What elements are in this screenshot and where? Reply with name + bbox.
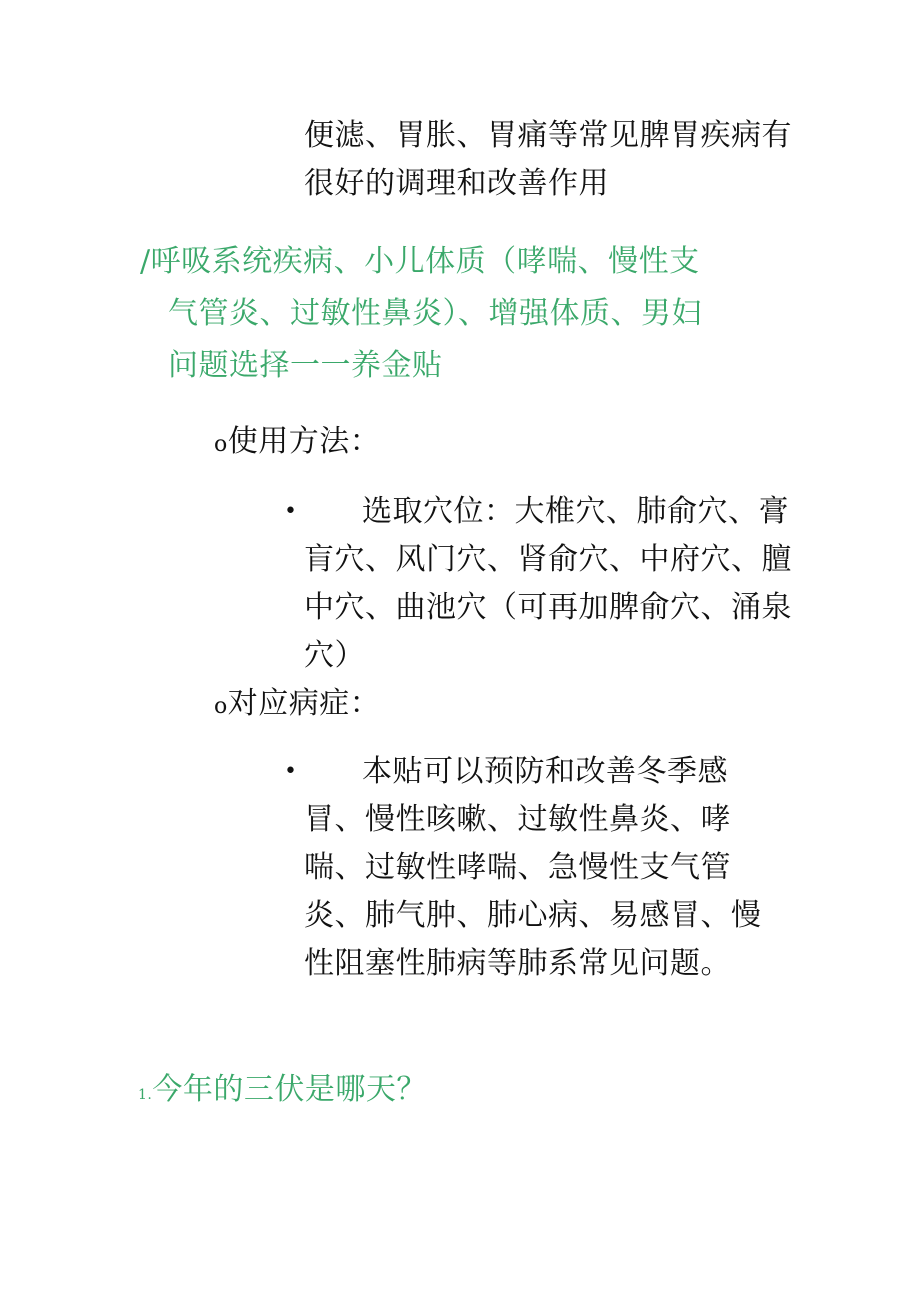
symptoms-bullet-dot: •	[284, 759, 297, 784]
symptoms-marker: o	[214, 694, 228, 719]
usage-item-line-1: 选取穴位：大椎穴、肺俞穴、膏	[362, 494, 789, 529]
heading-prefix: /	[140, 244, 151, 279]
usage-label-text: 使用方法：	[227, 424, 381, 459]
symptoms-item-line-2: 冒、慢性咳嗽、过敏性鼻炎、哮	[304, 802, 731, 837]
intro-line-2: 很好的调理和改善作用	[304, 166, 609, 201]
symptoms-label	[214, 686, 380, 725]
section-heading-line-1	[140, 244, 700, 280]
section-heading-line-2: 气管炎、过敏性鼻炎）、增强体质、男妇	[168, 296, 702, 331]
usage-bullet-dot: •	[284, 499, 297, 524]
symptoms-item-line-1: 本贴可以预防和改善冬季感	[362, 754, 728, 789]
symptoms-label-text: 对应病症：	[227, 686, 381, 721]
usage-item-line-3: 中穴、曲池穴（可再加脾俞穴、涌泉	[304, 590, 792, 625]
symptoms-item-line-3: 喘、过敏性哮喘、急慢性支气管	[304, 850, 731, 885]
heading-text-1: 呼吸系统疾病、小儿体质（哮喘、慢性支	[150, 244, 700, 279]
usage-marker: o	[214, 432, 228, 457]
question-number: 1.	[138, 1087, 153, 1103]
usage-item-line-2: 肓穴、风门穴、肾俞穴、中府穴、膻	[304, 542, 792, 577]
usage-label	[214, 424, 380, 463]
usage-item-line-4: 穴）	[304, 638, 365, 673]
symptoms-item-line-4: 炎、肺气肿、肺心病、易感冒、慢	[304, 898, 762, 933]
section-heading-line-3: 问题选择一一养金贴	[168, 348, 443, 383]
question-text: 今年的三伏是哪天？	[152, 1072, 427, 1107]
intro-line-1: 便滤、胃胀、胃痛等常见脾胃疾病有	[304, 118, 792, 153]
symptoms-item-line-5: 性阻塞性肺病等肺系常见问题。	[304, 946, 731, 981]
question-heading	[138, 1072, 427, 1113]
